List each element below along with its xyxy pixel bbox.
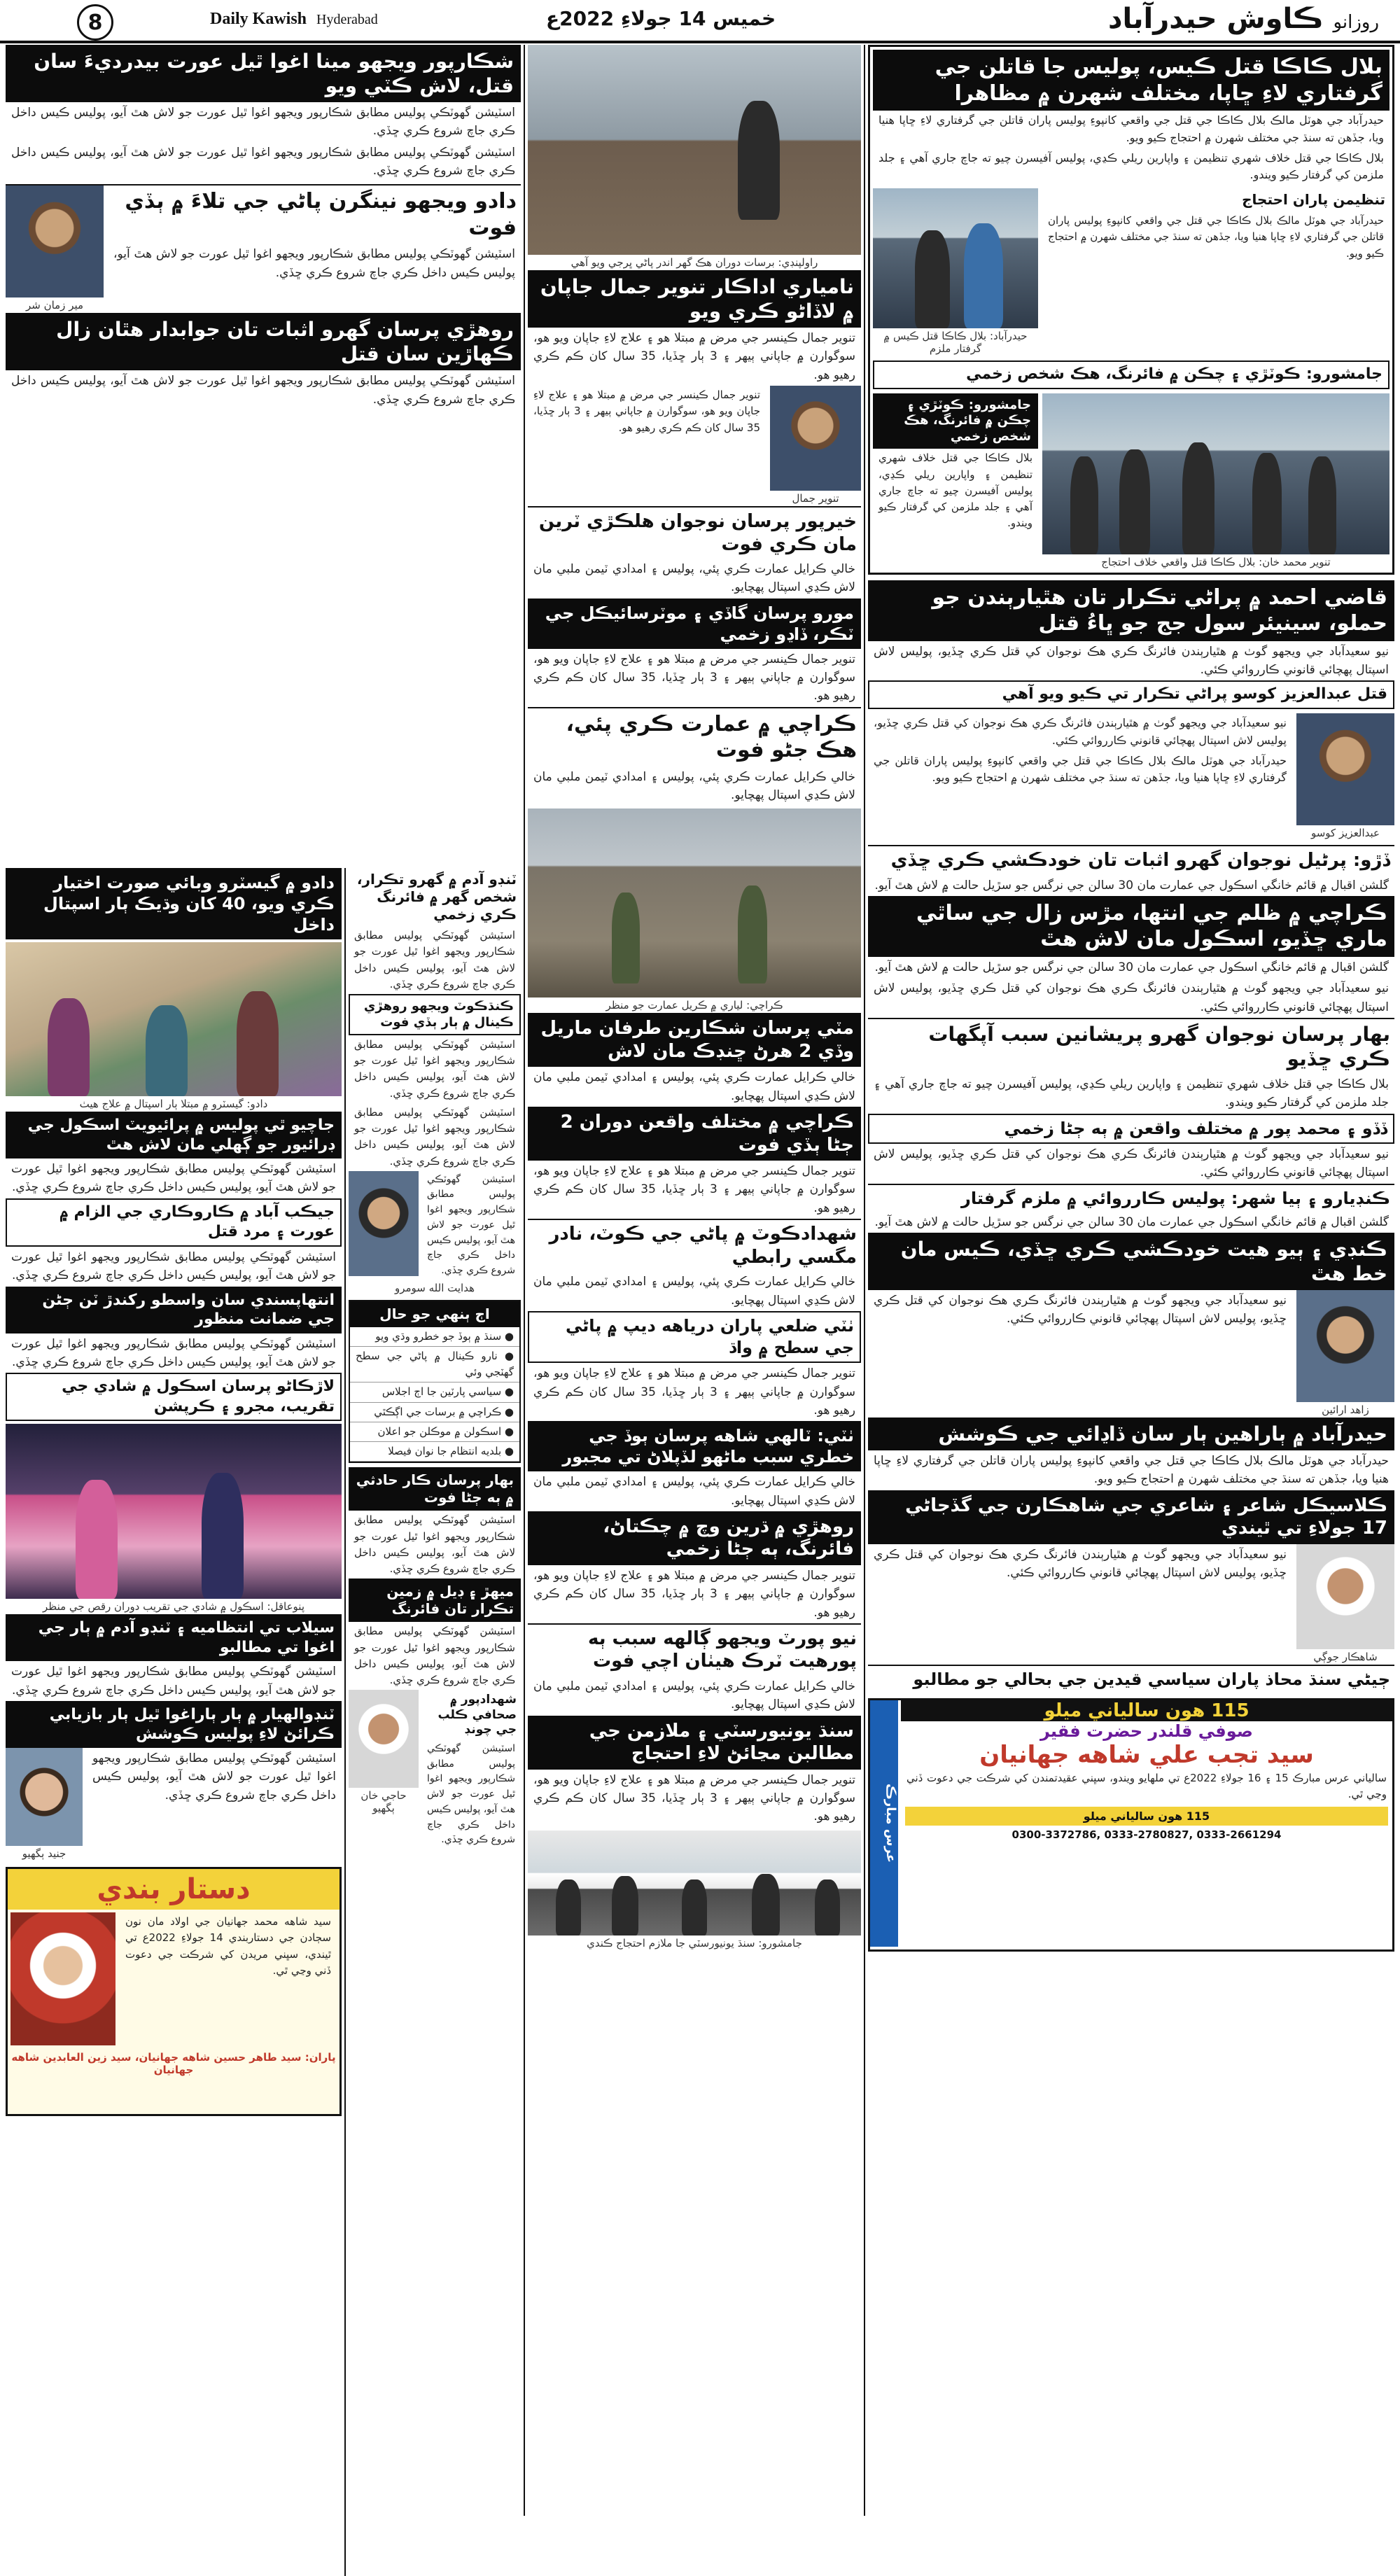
column-rule (524, 45, 525, 2516)
masthead (0, 0, 1400, 43)
headline: ڪلاسيڪل شاعر ۽ شاعري جي شاهڪارن جي گڏجاڻي 17 جولاءِ تي ٿيندي (868, 1490, 1394, 1544)
story-body: تنوير جمال ڪينسر جي مرض ۾ مبتلا هو ۽ علاج لاءِ جاپان ويو هو، سوگوارن ۾ جاپاني ٻيهر ۽ 3 ٻار ڇڏيا، 35 سال کان ڪم ڪري رهيو هو. (533, 1568, 855, 1620)
lead-photo-left (873, 188, 1038, 356)
ad-body: سيد شاهه محمد جهانيان جي اولاد مان نون سڄادن جي دستاربندي 14 جولاءِ 2022ع تي ٿيندي، سڀني مريدن کي شرڪت جي دعوت ڏني وڃي ٿي. (125, 1915, 331, 1977)
story-row (868, 713, 1394, 841)
portrait-photo (770, 386, 861, 491)
story-row (6, 184, 521, 313)
headline: شهدادڪوٽ ۾ پاڻي جي ڪوٽ، نادر مگسي رابطي (528, 1219, 861, 1271)
headline: سيلاب تي انتظاميه ۽ ٽنڊو آدم ۾ ٻار جي اغوا تي مطالبو (6, 1614, 342, 1661)
headline: سنڌ يونيورسٽي ۽ ملازمن جي مطالبن مڃائڻ لاءِ احتجاج (528, 1716, 861, 1770)
headline: دادو ۾ گيسٽرو وبائي صورت اختيار ڪري ويو، 40 کان وڌيڪ ٻار اسپتال داخل (6, 868, 342, 939)
story-text (868, 1290, 1292, 1418)
story-text (868, 713, 1292, 841)
mid-left-column (349, 868, 521, 1849)
story-body: تنوير جمال ڪينسر جي مرض ۾ مبتلا هو ۽ علاج لاءِ جاپان ويو هو، سوگوارن ۾ جاپاني ٻيهر ۽ 3 ٻار ڇڏيا، 35 سال کان ڪم ڪري رهيو هو. (533, 1772, 855, 1824)
headline: جاچيو ٿي پوليس ۾ پرائيويٽ اسڪول جي ڊرائيور جو ڳهلي مان لاش هٿ (6, 1112, 342, 1158)
story-body: نيو سعيدآباد جي ويجهو گوٺ ۾ هٿيارٻندن فائرنگ ڪري هڪ نوجوان کي قتل ڪري ڇڏيو، پوليس لاش اسپتال پهچائي قانوني ڪارروائي ڪئي. (874, 716, 1287, 747)
headline: دادو ويجهو نينگرن پاڻي جي تلاءَ ۾ ٻڏي فوت (125, 189, 517, 240)
portrait-photo (349, 1171, 419, 1276)
ad-name: سيد تجب علي شاهه جهانيان (979, 1740, 1314, 1769)
lead-side-headline: تنظيمن پاران احتجاج (1242, 191, 1385, 209)
story-text (868, 1544, 1292, 1665)
story-body: اسٽيشن گهوٽڪي پوليس مطابق شڪارپور ويجهو اغوا ٿيل عورت جو لاش هٿ آيو، پوليس ڪيس داخل ڪري جاچ شروع ڪري ڇڏي. (11, 374, 515, 407)
lead-headline: بلال ڪاڪا قتل ڪيس، پوليس جا قاتلن جي گرفتاري لاءِ ڇاپا، مختلف شهرن ۾ مظاهرا (873, 50, 1390, 111)
portrait-name: مير زمان شر (25, 299, 84, 312)
headline: ڪنڊيارو ۽ ٻيا شهر: پوليس ڪارروائي ۾ ملزم گرفتار (868, 1184, 1394, 1212)
story-body: خالي ڪرايل عمارت ڪري پئي، پوليس ۽ امدادي ٽيمن ملبي مان لاش ڪڍي اسپتال پهچايو. (533, 1275, 855, 1308)
photo-caption: دادو: گيسٽرو ۾ مبتلا ٻار اسپتال ۾ علاج هيٺ (79, 1098, 268, 1110)
story-body: بلال ڪاڪا جي قتل خلاف شهري تنظيمن ۽ واپارين ريلي ڪڍي، پوليس آفيسرن چيو ته جاچ جاري آهي ۽ جلد ملزمن کي گرفتار ڪيو ويندو. (874, 1077, 1389, 1110)
person-figure (146, 1005, 188, 1096)
lead-body: حيدرآباد جي هوٽل مالڪ بلال ڪاڪا جي قتل جي واقعي کانپوءِ پوليس پاران قاتلن جي گرفتاري لاءِ ڇاپا هنيا ويا، جڏهن ته سنڌ جي مختلف شهرن ۾ احتجاج ڪيو ويو. (878, 113, 1384, 144)
story-body: اسٽيشن گهوٽڪي پوليس مطابق شڪارپور ويجهو اغوا ٿيل عورت جو لاش هٿ آيو، پوليس ڪيس داخل ڪري جاچ شروع ڪري ڇڏي. (354, 1625, 515, 1687)
portrait-wrap (349, 1171, 419, 1280)
story-body: گلشن اقبال ۾ قائم خانگي اسڪول جي عمارت مان 30 سالن جي نرگس جو سڙيل حالت ۾ لاش هٿ آيو. (874, 1214, 1389, 1229)
ad-banner: 115 هون سالياني ميلو (901, 1700, 1392, 1721)
headline: شڪارپور ويجهو مينا اغوا ٿيل عورت بيدرديءَ سان قتل، لاش ڪٽي ويو (6, 45, 521, 102)
story-body: اسٽيشن گهوٽڪي پوليس مطابق شڪارپور ويجهو اغوا ٿيل عورت جو لاش هٿ آيو، پوليس ڪيس داخل ڪري جاچ شروع ڪري ڇڏي. (11, 1336, 336, 1369)
story-body: نيو سعيدآباد جي ويجهو گوٺ ۾ هٿيارٻندن فائرنگ ڪري هڪ نوجوان کي قتل ڪري ڇڏيو، پوليس لاش اسپتال پهچائي قانوني ڪارروائي ڪئي. (874, 981, 1389, 1014)
story-row (6, 1748, 342, 1861)
headline: ميهڙ ۽ ڊيل ۾ زمين تڪرار تان فائرنگ (349, 1578, 521, 1622)
story-body: نيو سعيدآباد جي ويجهو گوٺ ۾ هٿيارٻندن فائرنگ ڪري هڪ نوجوان کي قتل ڪري ڇڏيو، پوليس لاش اسپتال پهچائي قانوني ڪارروائي ڪئي. (874, 644, 1389, 678)
person-figure (964, 223, 1003, 328)
brief-item: ● ڪراچي ۾ برسات جي اڳڪٿي (350, 1403, 519, 1422)
story-row (868, 1544, 1394, 1665)
paper-title-en: Daily Kawish (210, 10, 307, 28)
person-figure (237, 991, 279, 1096)
headline: مٽي پرسان شڪارين طرفان ماريل وڏي 2 هرڻ ڇنڊڪ مان لاش (528, 1013, 861, 1067)
ad-body: سالياني عرس مبارڪ 15 ۽ 16 جولاءِ 2022ع تي ملهايو ويندو، سڀني عقيدتمندن کي شرڪت جي دعوت ڏني وڃي ٿي. (906, 1771, 1387, 1800)
briefs-box (349, 1300, 521, 1464)
person-figure (1182, 442, 1214, 554)
portrait-name: حاجي خان ٻگهيو (360, 1789, 407, 1815)
headline: شهدادپور ۾ صحافي ڪلب جي چونڊ (438, 1693, 517, 1737)
portrait-name: جنيد ٻگهيو (22, 1847, 66, 1861)
headline: انتهاپسندي سان واسطو رکندڙ ٽن ڄڻن جي ضمانت منظور (6, 1287, 342, 1334)
portrait-photo (349, 1690, 419, 1788)
portrait-name: شاهڪار جوڳي (1313, 1650, 1378, 1663)
ad-title: دستار بندي (8, 1869, 340, 1910)
photo-caption: تنوير محمد خان: بلال ڪاڪا قتل واقعي خلاف احتجاج (1101, 555, 1331, 568)
collapsed-building-photo (528, 808, 861, 997)
urs-advertisement (868, 1698, 1394, 1952)
protest-rally-photo (1042, 393, 1390, 554)
person-figure (815, 1879, 840, 1935)
portrait-wrap (1296, 1290, 1394, 1418)
hospital-children-photo (6, 942, 342, 1096)
person-figure (556, 1879, 581, 1935)
portrait-wrap (6, 1748, 83, 1861)
portrait-photo (1296, 1544, 1394, 1649)
story-body: اسٽيشن گهوٽڪي پوليس مطابق شڪارپور ويجهو اغوا ٿيل عورت جو لاش هٿ آيو، پوليس ڪيس داخل ڪري جاچ شروع ڪري ڇڏي. (113, 247, 515, 280)
photo-caption: پنوعاقل: اسڪول ۾ شادي جي تقريب دوران رقص جي منظر (43, 1600, 304, 1614)
person-figure (1119, 449, 1150, 554)
rally-row (873, 393, 1390, 570)
headline: ڪراچي ۾ ظلم جي انتها، مڙس زال جي ساٿي ماري ڇڏيو، اسڪول مان لاش هٿ (868, 896, 1394, 957)
briefs-list (350, 1327, 519, 1462)
portrait-wrap (6, 186, 104, 313)
portrait-name: هدايت الله سومرو (394, 1281, 475, 1294)
portrait-name: تنوير جمال (792, 492, 839, 505)
page-number: 8 (77, 4, 113, 41)
lead-story-box (868, 45, 1394, 575)
person-figure (76, 1480, 118, 1599)
portrait-wrap (1296, 713, 1394, 841)
story-body: گلشن اقبال ۾ قائم خانگي اسڪول جي عمارت مان 30 سالن جي نرگس جو سڙيل حالت ۾ لاش هٿ آيو. (874, 878, 1389, 892)
portrait-wrap (1296, 1544, 1394, 1665)
story-body: خالي ڪرايل عمارت ڪري پئي، پوليس ۽ امدادي ٽيمن ملبي مان لاش ڪڍي اسپتال پهچايو. (533, 562, 855, 595)
person-figure (612, 1876, 638, 1935)
story-body: حيدرآباد جي هوٽل مالڪ بلال ڪاڪا جي قتل جي واقعي کانپوءِ پوليس پاران قاتلن جي گرفتاري لاءِ ڇاپا هنيا ويا، جڏهن ته سنڌ جي مختلف شهرن ۾ احتجاج ڪيو ويو. (874, 1453, 1389, 1487)
briefs-title: اڄ ٻنهي جو حال (350, 1301, 519, 1327)
person-figure (738, 886, 767, 983)
headline: ڏڏو ۽ محمد پور ۾ مختلف واقعن ۾ ٻه ڄڻا زخمي (868, 1114, 1394, 1144)
story-text (87, 1748, 342, 1861)
portrait-wrap (770, 386, 861, 506)
paper-city-en: Hyderabad (316, 12, 378, 27)
brief-item: ● اسڪولن ۾ موڪلن جو اعلان (350, 1422, 519, 1442)
person-figure (1252, 453, 1282, 554)
portrait-name: زاهد ارائين (1322, 1403, 1369, 1416)
story-text (528, 386, 766, 506)
story-body: نيو سعيدآباد جي ويجهو گوٺ ۾ هٿيارٻندن فائرنگ ڪري هڪ نوجوان کي قتل ڪري ڇڏيو، پوليس لاش اسپتال پهچائي قانوني ڪارروائي ڪئي. (874, 1147, 1389, 1180)
story-body: حيدرآباد جي هوٽل مالڪ بلال ڪاڪا جي قتل جي واقعي کانپوءِ پوليس پاران قاتلن جي گرفتاري لاءِ ڇاپا هنيا ويا، جڏهن ته سنڌ جي مختلف شهرن ۾ احتجاج ڪيو ويو. (874, 753, 1287, 785)
column-rule (344, 868, 346, 2576)
left-narrow-column (6, 868, 342, 2116)
paper-prefix-sd: روزانو (1333, 12, 1379, 33)
rally-photo-wrap (1042, 393, 1390, 570)
headline: خيرپور پرسان نوجوان هلڪڙي ٽرين مان ڪري فوت (528, 506, 861, 559)
person-figure (1308, 456, 1336, 554)
headline: نيو پورٽ ويجهو ڳالهه سبب ٻه پورهيت ٽرڪ هيٺان اچي فوت (528, 1623, 861, 1676)
story-row (349, 1690, 521, 1849)
ad-contact: 0300-3372786, 0333-2780827, 0333-2661294 (1011, 1828, 1282, 1842)
paper-name-en (210, 10, 378, 29)
portrait-photo (1296, 713, 1394, 825)
story-body: اسٽيشن گهوٽڪي پوليس مطابق شڪارپور ويجهو اغوا ٿيل عورت جو لاش هٿ آيو، پوليس ڪيس داخل ڪري جاچ شروع ڪري ڇڏي. (11, 1162, 336, 1195)
story-body: تنوير جمال ڪينسر جي مرض ۾ مبتلا هو ۽ علاج لاءِ جاپان ويو هو، سوگوارن ۾ جاپاني ٻيهر ۽ 3 ٻار ڇڏيا، 35 سال کان ڪم ڪري رهيو هو. (533, 331, 855, 382)
headline: ڪراچي ۾ عمارت ڪري پئي، هڪ جڻو فوت (528, 707, 861, 766)
story-text (108, 186, 521, 313)
rally-text (873, 393, 1038, 570)
headline: لاڙڪاڻو پرسان اسڪول ۾ شادي جي تقريب، مجرو ۽ ڪرپشن (6, 1373, 342, 1421)
story-body: تنوير جمال ڪينسر جي مرض ۾ مبتلا هو ۽ علاج لاءِ جاپان ويو هو، سوگوارن ۾ جاپاني ٻيهر ۽ 3 ٻار ڇڏيا، 35 سال کان ڪم ڪري رهيو هو. (533, 652, 855, 704)
story-body: اسٽيشن گهوٽڪي پوليس مطابق شڪارپور ويجهو اغوا ٿيل عورت جو لاش هٿ آيو، پوليس ڪيس داخل ڪري جاچ شروع ڪري ڇڏي. (11, 1250, 336, 1283)
headline: ڄيڻي سنڌ محاذ پاران سياسي قيدين جي بحالي جو مطالبو (868, 1665, 1394, 1693)
story-row (868, 1290, 1394, 1418)
headline: حيدرآباد ۾ ٻاراهين ٻار سان ڏاڍائي جي ڪوشش (868, 1418, 1394, 1450)
portrait-name: عبدالعزيز کوسو (1310, 827, 1380, 840)
brief-item: ● نارو ڪينال ۾ پاڻي جي سطح گهٽجي وئي (350, 1347, 519, 1383)
story-body: اسٽيشن گهوٽڪي پوليس مطابق شڪارپور ويجهو اغوا ٿيل عورت جو لاش هٿ آيو، پوليس ڪيس داخل ڪري جاچ شروع ڪري ڇڏي. (354, 929, 515, 990)
photo-caption: راولپنڊي: برسات دوران هڪ گهر اندر پاڻي ڀرجي ويو آهي (570, 256, 818, 269)
headline: ٺٽي: ٽالهي شاهه پرسان ٻوڏ جي خطري سبب ماڻهو لڏپلاڻ تي مجبور (528, 1421, 861, 1471)
headline: ڪراچي ۾ مختلف واقعن دوران 2 ڄڻا ٻڏي فوت (528, 1107, 861, 1161)
dastar-bandi-advertisement (6, 1867, 342, 2116)
right-column (868, 45, 1394, 1952)
photo-caption: ڪراچي: لياري ۾ ڪريل عمارت جو منظر (606, 999, 783, 1012)
story-body: اسٽيشن گهوٽڪي پوليس مطابق شڪارپور ويجهو اغوا ٿيل عورت جو لاش هٿ آيو، پوليس ڪيس داخل ڪري جاچ شروع ڪري ڇڏي. (92, 1751, 336, 1802)
portrait-photo (6, 1748, 83, 1846)
story-body: تنوير جمال ڪينسر جي مرض ۾ مبتلا هو ۽ علاج لاءِ جاپان ويو هو، سوگوارن ۾ جاپاني ٻيهر ۽ 3 ٻار ڇڏيا، 35 سال کان ڪم ڪري رهيو هو. (533, 1366, 855, 1418)
arrested-suspects-photo (873, 188, 1038, 328)
rally-headline: جامشورو: ڪوٽڙي ۽ چڪن ۾ فائرنگ، هڪ شخص زخمي (873, 393, 1038, 449)
flooded-house-photo (528, 45, 861, 255)
middle-column (528, 45, 861, 1951)
portrait-photo (1296, 1290, 1394, 1402)
sub-headline: جامشورو: ڪوٽڙي ۽ چڪن ۾ فائرنگ، هڪ شخص زخمي (873, 360, 1390, 389)
story-body: اسٽيشن گهوٽڪي پوليس مطابق شڪارپور ويجهو اغوا ٿيل عورت جو لاش هٿ آيو، پوليس ڪيس داخل ڪري جاچ شروع ڪري ڇڏي. (11, 1665, 336, 1698)
story-body: اسٽيشن گهوٽڪي پوليس مطابق شڪارپور ويجهو اغوا ٿيل عورت جو لاش هٿ آيو، پوليس ڪيس داخل ڪري جاچ شروع ڪري ڇڏي. (427, 1173, 515, 1276)
story-text (421, 1690, 521, 1849)
headline: بهار پرسان نوجوان گهرو پريشانين سبب آپگهات ڪري ڇڏيو (868, 1018, 1394, 1074)
story-body: نيو سعيدآباد جي ويجهو گوٺ ۾ هٿيارٻندن فائرنگ ڪري هڪ نوجوان کي قتل ڪري ڇڏيو، پوليس لاش اسپتال پهچائي قانوني ڪارروائي ڪئي. (874, 1293, 1287, 1326)
column-rule (864, 45, 865, 2516)
headline: قاضي احمد ۾ پراڻي تڪرار تان هٿيارٻندن جو حملو، سينيئر سول جج جو ڀاءُ قتل (868, 580, 1394, 641)
story-body: خالي ڪرايل عمارت ڪري پئي، پوليس ۽ امدادي ٽيمن ملبي مان لاش ڪڍي اسپتال پهچايو. (533, 1679, 855, 1712)
person-figure (202, 1473, 244, 1599)
story-body: تنوير جمال ڪينسر جي مرض ۾ مبتلا هو ۽ علاج لاءِ جاپان ويو هو، سوگوارن ۾ جاپاني ٻيهر ۽ 3 ٻار ڇڏيا، 35 سال کان ڪم ڪري رهيو هو. (533, 1164, 855, 1215)
headline: نامياري اداڪار تنوير جمال جاپان ۾ لاڏاڻو ڪري ويو (528, 270, 861, 328)
story-body: خالي ڪرايل عمارت ڪري پئي، پوليس ۽ امدادي ٽيمن ملبي مان لاش ڪڍي اسپتال پهچايو. (533, 1070, 855, 1103)
story-body: اسٽيشن گهوٽڪي پوليس مطابق شڪارپور ويجهو اغوا ٿيل عورت جو لاش هٿ آيو، پوليس ڪيس داخل ڪري جاچ شروع ڪري ڇڏي. (354, 1513, 515, 1576)
portrait-photo (6, 186, 104, 298)
headline: مورو پرسان گاڏي ۽ موٽرسائيڪل جي ٽڪر، ڏاڍو زخمي (528, 598, 861, 649)
story-body: نيو سعيدآباد جي ويجهو گوٺ ۾ هٿيارٻندن فائرنگ ڪري هڪ نوجوان کي قتل ڪري ڇڏيو، پوليس لاش اسپتال پهچائي قانوني ڪارروائي ڪئي. (874, 1547, 1287, 1580)
story-body: گلشن اقبال ۾ قائم خانگي اسڪول جي عمارت مان 30 سالن جي نرگس جو سڙيل حالت ۾ لاش هٿ آيو. (874, 960, 1389, 974)
story-row (349, 1171, 521, 1280)
left-column (6, 45, 521, 410)
headline: روهڙي پرسان گهرو اثبات تان جوابدار هٿان زال ڪهاڙين سان قتل (6, 313, 521, 370)
story-body: اسٽيشن گهوٽڪي پوليس مطابق شڪارپور ويجهو اغوا ٿيل عورت جو لاش هٿ آيو، پوليس ڪيس داخل ڪري جاچ شروع ڪري ڇڏي. (354, 1105, 515, 1168)
story-body: تنوير جمال ڪينسر جي مرض ۾ مبتلا هو ۽ علاج لاءِ جاپان ويو هو، سوگوارن ۾ جاپاني ٻيهر ۽ 3 ٻار ڇڏيا، 35 سال کان ڪم ڪري رهيو هو. (533, 388, 760, 434)
ad-title: صوفي قلندر حضرت فقير (1040, 1721, 1253, 1741)
lead-body-2: بلال ڪاڪا جي قتل خلاف شهري تنظيمن ۽ واپارين ريلي ڪڍي، پوليس آفيسرن چيو ته جاچ جاري آهي ۽ جلد ملزمن کي گرفتار ڪيو ويندو. (878, 150, 1384, 182)
ad-row (8, 1910, 340, 2048)
headline: جيڪب آباد ۾ ڪاروڪاري جي الزام ۾ عورت ۽ مرد قتل (6, 1198, 342, 1247)
university-protest-photo (528, 1830, 861, 1935)
person-figure (612, 892, 640, 983)
story-text (421, 1171, 521, 1280)
ad-footer: پاران: سيد طاهر حسين شاهه جهانيان، سيد زين العابدين شاهه جهانيان (11, 2051, 336, 2077)
story-row (528, 386, 861, 506)
headline: ٽنڊوالهيار ۾ ٻار ٻاراغوا ٿيل ٻار بازيابي ڪرائڻ لاءِ پوليس ڪوشش (6, 1701, 342, 1748)
story-body: اسٽيشن گهوٽڪي پوليس مطابق شڪارپور ويجهو اغوا ٿيل عورت جو لاش هٿ آيو، پوليس ڪيس داخل ڪري جاچ شروع ڪري ڇڏي. (354, 1037, 515, 1100)
headline: ٽنڊو آدم ۾ گهرو تڪرار، شخص گهر ۾ فائرنگ ڪري زخمي (356, 871, 517, 923)
person-figure (682, 1879, 707, 1935)
person-figure (915, 230, 950, 328)
person-figure (738, 101, 780, 220)
issue-date: خميس 14 جولاءِ 2022ع (546, 7, 776, 30)
paper-name-sd (1108, 3, 1379, 35)
ad-content (901, 1700, 1392, 1842)
person-figure (1070, 456, 1098, 554)
headline: قتل عبدالعزيز کوسو پراڻي تڪرار تي ڪيو ويو آهي (868, 680, 1394, 709)
story-body: اسٽيشن گهوٽڪي پوليس مطابق شڪارپور ويجهو اغوا ٿيل عورت جو لاش هٿ آيو، پوليس ڪيس داخل ڪري جاچ شروع ڪري ڇڏي. (11, 106, 515, 139)
brief-item: ● سياسي پارٽين جا اڄ اجلاس (350, 1382, 519, 1402)
story-body: خالي ڪرايل عمارت ڪري پئي، پوليس ۽ امدادي ٽيمن ملبي مان لاش ڪڍي اسپتال پهچايو. (533, 1475, 855, 1508)
brief-item: ● سنڌ ۾ ٻوڏ جو خطرو وڌي ويو (350, 1327, 519, 1347)
photo-caption: حيدرآباد: بلال ڪاڪا قتل ڪيس ۾ گرفتار ملزم (883, 330, 1028, 356)
headline: ٺٽي ضلعي پاران درياهه ديپ ۾ پاڻي جي سطح ۾ واڌ (528, 1311, 861, 1363)
paper-title-sd: ڪاوش حيدرآباد (1107, 3, 1324, 35)
person-figure (48, 998, 90, 1096)
photo-caption: جامشورو: سنڌ يونيورسٽي جا ملازم احتجاج ڪندي (587, 1936, 802, 1949)
portrait-wrap (349, 1690, 419, 1849)
brief-item: ● بلديه انتظام جا نوان فيصلا (350, 1442, 519, 1462)
headline: ڪنڌڪوٽ ويجهو روهڙي ڪينال ۾ ٻار ٻڏي فوت (349, 994, 521, 1035)
lead-side-body: حيدرآباد جي هوٽل مالڪ بلال ڪاڪا جي قتل جي واقعي کانپوءِ پوليس پاران قاتلن جي گرفتاري لاءِ ڇاپا هنيا ويا، جڏهن ته سنڌ جي مختلف شهرن ۾ احتجاج ڪيو ويو. (1048, 214, 1384, 260)
person-figure (752, 1874, 780, 1935)
headline: روهڙي ۾ ڌرين وچ ۾ چڪتاڻ، فائرنگ، ٻه ڄڻا زخمي (528, 1511, 861, 1565)
headline: ڪنڊي ۽ ٻيو هيت خودڪشي ڪري ڇڏي، ڪيس مان خط هٿ (868, 1233, 1394, 1290)
lead-side-text (1042, 188, 1390, 356)
headline: ڏڙو: پرڻيل نوجوان گهرو اثبات تان خودڪشي ڪري ڇڏي (868, 845, 1394, 875)
story-body: خالي ڪرايل عمارت ڪري پئي، پوليس ۽ امدادي ٽيمن ملبي مان لاش ڪڍي اسپتال پهچايو. (533, 769, 855, 803)
story-body: اسٽيشن گهوٽڪي پوليس مطابق شڪارپور ويجهو اغوا ٿيل عورت جو لاش هٿ آيو، پوليس ڪيس داخل ڪري جاچ شروع ڪري ڇڏي. (11, 145, 515, 178)
rally-body: بلال ڪاڪا جي قتل خلاف شهري تنظيمن ۽ واپارين ريلي ڪڍي، پوليس آفيسرن چيو ته جاچ جاري آهي ۽ جلد ملزمن کي گرفتار ڪيو ويندو. (878, 451, 1032, 530)
ad-portrait (10, 1912, 115, 2045)
school-event-photo (6, 1424, 342, 1599)
ad-highlight: 115 هون سالياني ميلو (905, 1807, 1388, 1826)
ad-vertical-banner: عرس مبارڪ (870, 1700, 898, 1947)
headline: بهار پرسان ڪار حادثي ۾ ٻه ڄڻا فوت (349, 1467, 521, 1511)
lead-photo-row (873, 188, 1390, 356)
story-body: اسٽيشن گهوٽڪي پوليس مطابق شڪارپور ويجهو اغوا ٿيل عورت جو لاش هٿ آيو، پوليس ڪيس داخل ڪري جاچ شروع ڪري ڇڏي. (427, 1743, 515, 1846)
